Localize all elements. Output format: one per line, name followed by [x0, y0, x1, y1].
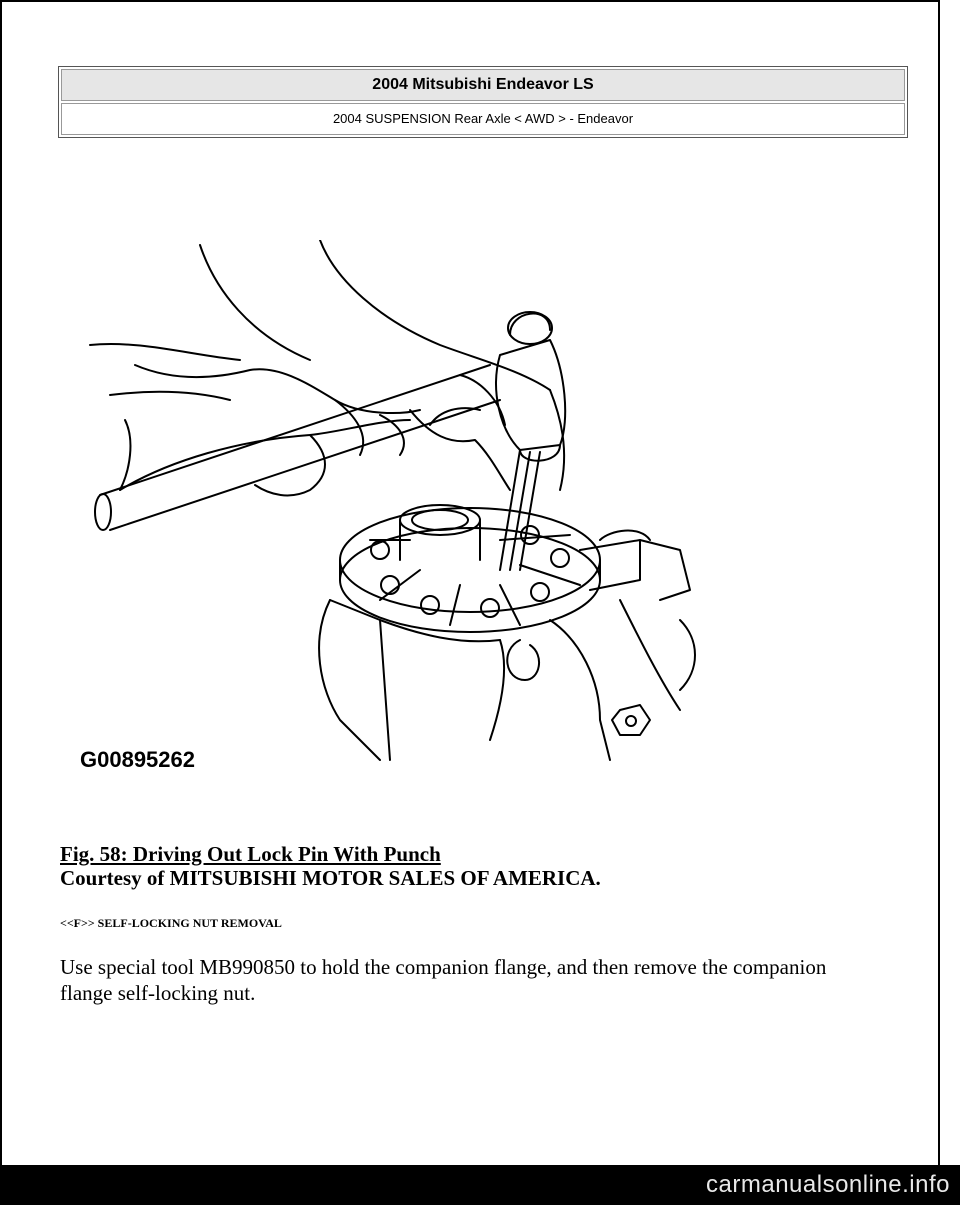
- header-title: 2004 Mitsubishi Endeavor LS: [61, 69, 905, 101]
- header-subtitle: 2004 SUSPENSION Rear Axle < AWD > - Endeavor: [61, 103, 905, 135]
- footer-watermark: carmanualsonline.info: [706, 1171, 950, 1198]
- section-heading: <<F>> SELF-LOCKING NUT REMOVAL: [60, 916, 282, 930]
- footer-bar: [0, 1165, 960, 1205]
- section-body: Use special tool MB990850 to hold the companion flange, and then remove the companion flange self-locking nut.: [60, 955, 827, 1005]
- document-header: [58, 66, 908, 138]
- figure-code: G00895262: [80, 747, 195, 772]
- figure-courtesy: Courtesy of MITSUBISHI MOTOR SALES OF AMERICA.: [60, 866, 601, 890]
- hammer-punch-illustration: [80, 240, 700, 780]
- figure-caption: Fig. 58: Driving Out Lock Pin With Punch: [60, 842, 441, 866]
- figure-illustration: [80, 240, 700, 780]
